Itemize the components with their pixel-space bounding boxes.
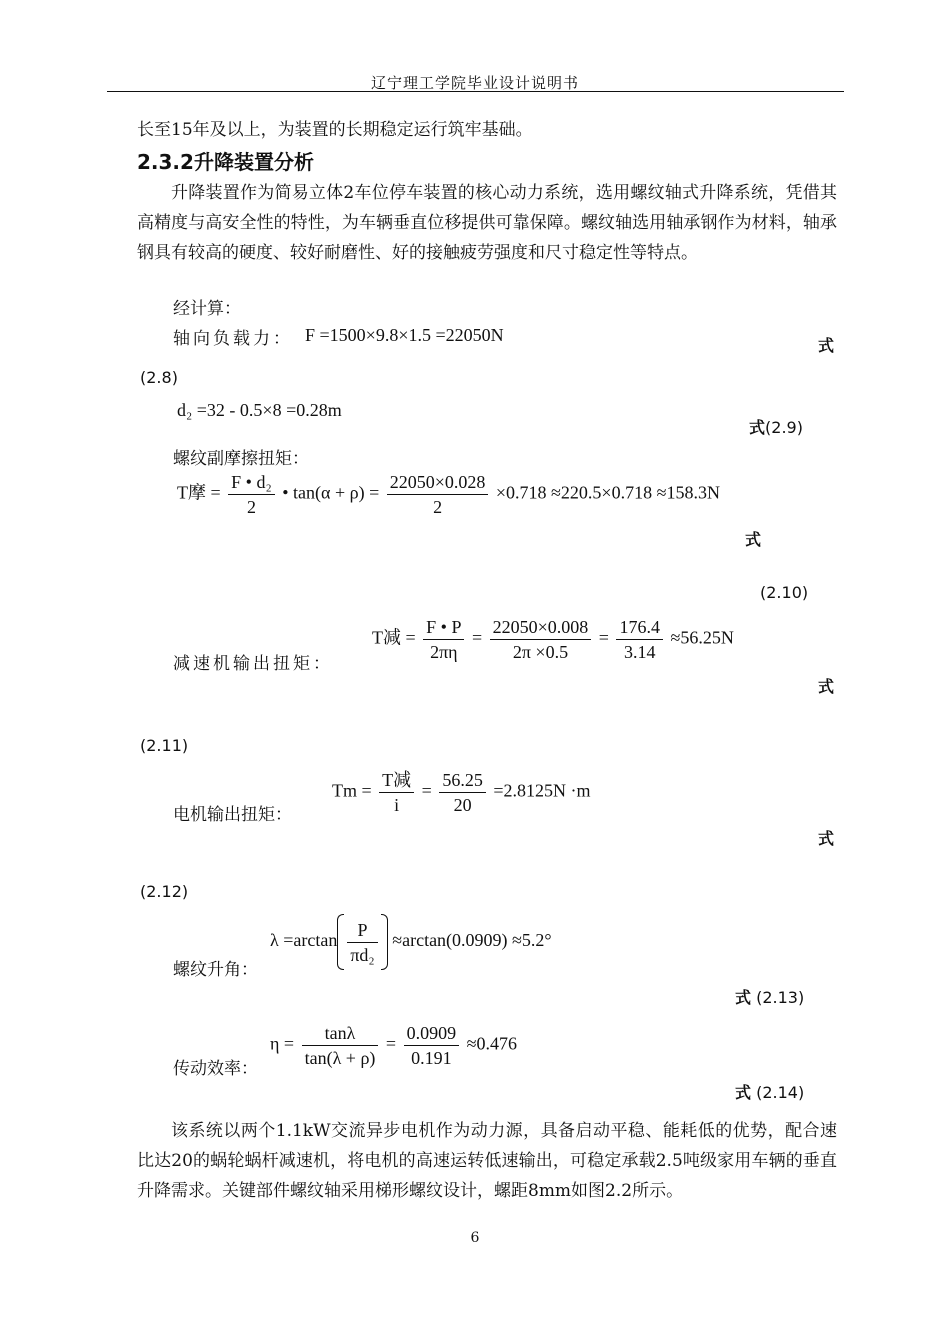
d2-formula: d₂ =32 - 0.5×8 =0.28m (177, 400, 342, 420)
eq-2-11-number: (2.11) (140, 736, 189, 755)
motor-frac-1 (379, 768, 414, 817)
reducer-frac-1-den: 2πη (430, 642, 458, 662)
eq-2-13 (735, 985, 804, 1008)
efficiency-frac-2 (404, 1021, 460, 1070)
document-header-title: 辽宁理工学院毕业设计说明书 (370, 74, 579, 92)
eq-2-13-number: (2.13) (756, 988, 805, 1007)
motor-rest: =2.8125N ·m (493, 780, 591, 801)
motor-frac-1-den: i (394, 795, 400, 815)
reducer-rest: ≈56.25N (670, 627, 734, 648)
page-number: 6 (470, 1230, 480, 1246)
lead-angle-lhs: λ =arctan (270, 930, 338, 951)
reducer-frac-3-den: 3.14 (623, 642, 656, 662)
axial-load-label: 轴向负载力： (173, 329, 293, 349)
friction-frac-2 (387, 470, 489, 519)
eq-2-14-number: (2.14) (756, 1083, 805, 1102)
efficiency-label: 传动效率： (173, 1059, 258, 1079)
motor-frac-2-den: 20 (453, 795, 472, 815)
reducer-frac-2 (490, 615, 592, 664)
section-title: 升降装置分析 (193, 150, 314, 174)
reducer-frac-3 (616, 615, 663, 664)
efficiency-frac-1-den: tan(λ + ρ) (304, 1048, 376, 1068)
motor-lhs: Tm (332, 780, 357, 801)
lead-angle-frac-den: πd₂ (350, 944, 375, 965)
eq-2-14-mark: 式 (735, 1083, 752, 1102)
paragraph-motor-system: 该系统以两个1.1kW交流异步电机作为动力源，具备启动平稳、能耗低的优势，配合速比达20的蜗轮蜗杆减速机，将电机的高速运转低速输出，可稳定承载2.5吨级家用车辆的垂直升降需求。关键部件螺纹轴采用梯形螺纹设计，螺距8mm如图2.2所示。 (137, 1121, 837, 1201)
left-paren (337, 914, 344, 970)
intro-line: 长至15年及以上，为装置的长期稳定运行筑牢基础。 (137, 120, 533, 140)
efficiency-frac-2-den: 0.191 (411, 1048, 452, 1068)
lead-angle-frac (347, 918, 377, 967)
reducer-torque-formula: T减 = $\frac{F • P}{2\pi\eta}$ = $\frac{22050\times 0.008}{2\pi \times 0.5}$ = $\frac{176.4}{3.14}$ ≈56.25N (372, 617, 734, 662)
friction-lhs: T摩 (177, 482, 206, 503)
reducer-frac-1-num: F • P (423, 615, 464, 640)
reducer-torque-label: 减速机输出扭矩： (173, 654, 333, 674)
lead-angle-frac-num: P (347, 918, 377, 943)
eq-2-12-mark: 式 (818, 829, 835, 848)
eq-2-8-mark: 式 (818, 336, 835, 355)
eq-2-11-mark: 式 (818, 677, 835, 696)
efficiency-frac-2-num: 0.0909 (404, 1021, 460, 1046)
motor-torque-label: 电机输出扭矩： (173, 805, 292, 825)
friction-frac-1 (228, 470, 275, 519)
efficiency-frac-1-num: tanλ (302, 1021, 379, 1046)
right-paren (381, 914, 388, 970)
friction-frac-1-num: F • d₂ (228, 470, 275, 495)
efficiency-lhs: η = (270, 1033, 295, 1054)
eq-2-12-number: (2.12) (140, 882, 189, 901)
friction-mid: • tan(α + ρ) = (282, 482, 380, 503)
reducer-frac-2-num: 22050×0.008 (490, 615, 592, 640)
reducer-lhs: T减 (372, 627, 401, 648)
friction-frac-1-den: 2 (246, 497, 256, 517)
lead-angle-label: 螺纹升角： (173, 960, 258, 980)
eq-2-9-number: (2.9) (765, 418, 803, 437)
lead-angle-rest: ≈arctan(0.0909) ≈5.2° (392, 930, 552, 951)
motor-frac-2 (439, 768, 486, 817)
reducer-frac-1 (423, 615, 464, 664)
paragraph-lift-device: 升降装置作为简易立体2车位停车装置的核心动力系统，选用螺纹轴式升降系统，凭借其高精度与高安全性的特性，为车辆垂直位移提供可靠保障。螺纹轴选用轴承钢作为材料，轴承钢具有较高的硬度、较好耐磨性、好的接触疲劳强度和尺寸稳定性等特点。 (137, 183, 837, 263)
motor-frac-2-num: 56.25 (439, 768, 486, 793)
friction-rest: ×0.718 ≈220.5×0.718 ≈158.3N (495, 482, 720, 503)
friction-torque-label: 螺纹副摩擦扭矩： (173, 449, 309, 469)
friction-torque-formula: T摩 = $\frac{\text{F • d₂}}{2}$ • tan(α + ρ) = $\frac{22050\times 0.028}{2}$ ×0.718 ≈220.5×0.718 ≈158.3N (177, 472, 720, 517)
eq-2-10-mark: 式 (745, 530, 762, 549)
lead-angle-formula (270, 914, 552, 970)
efficiency-formula: η = $\frac{\tan\lambda}{\tan(\lambda + \rho)}$ = $\frac{0.0909}{0.191}$ ≈0.476 (270, 1023, 517, 1068)
calc-label: 经计算： (173, 299, 241, 319)
section-heading (137, 146, 314, 175)
efficiency-rest: ≈0.476 (466, 1033, 517, 1054)
eq-2-9-mark: 式 (749, 418, 766, 437)
reducer-frac-3-num: 176.4 (616, 615, 663, 640)
axial-load-formula: F =1500×9.8×1.5 =22050N (305, 325, 504, 345)
reducer-frac-2-den: 2π ×0.5 (512, 642, 569, 662)
friction-frac-2-num: 22050×0.028 (387, 470, 489, 495)
eq-2-13-mark: 式 (735, 988, 752, 1007)
section-number: 2.3.2 (137, 150, 194, 174)
motor-torque-formula: Tm = $\frac{\text{T减}}{i}$ = $\frac{56.25}{20}$ =2.8125N ·m (332, 770, 591, 815)
eq-2-14 (735, 1080, 804, 1103)
eq-2-10-number: (2.10) (760, 583, 809, 602)
eq-2-8-number: (2.8) (140, 368, 178, 387)
eq-2-9 (749, 415, 803, 438)
motor-frac-1-num: T减 (379, 768, 414, 793)
friction-frac-2-den: 2 (433, 497, 443, 517)
efficiency-frac-1 (302, 1021, 379, 1070)
header-divider (107, 91, 844, 92)
